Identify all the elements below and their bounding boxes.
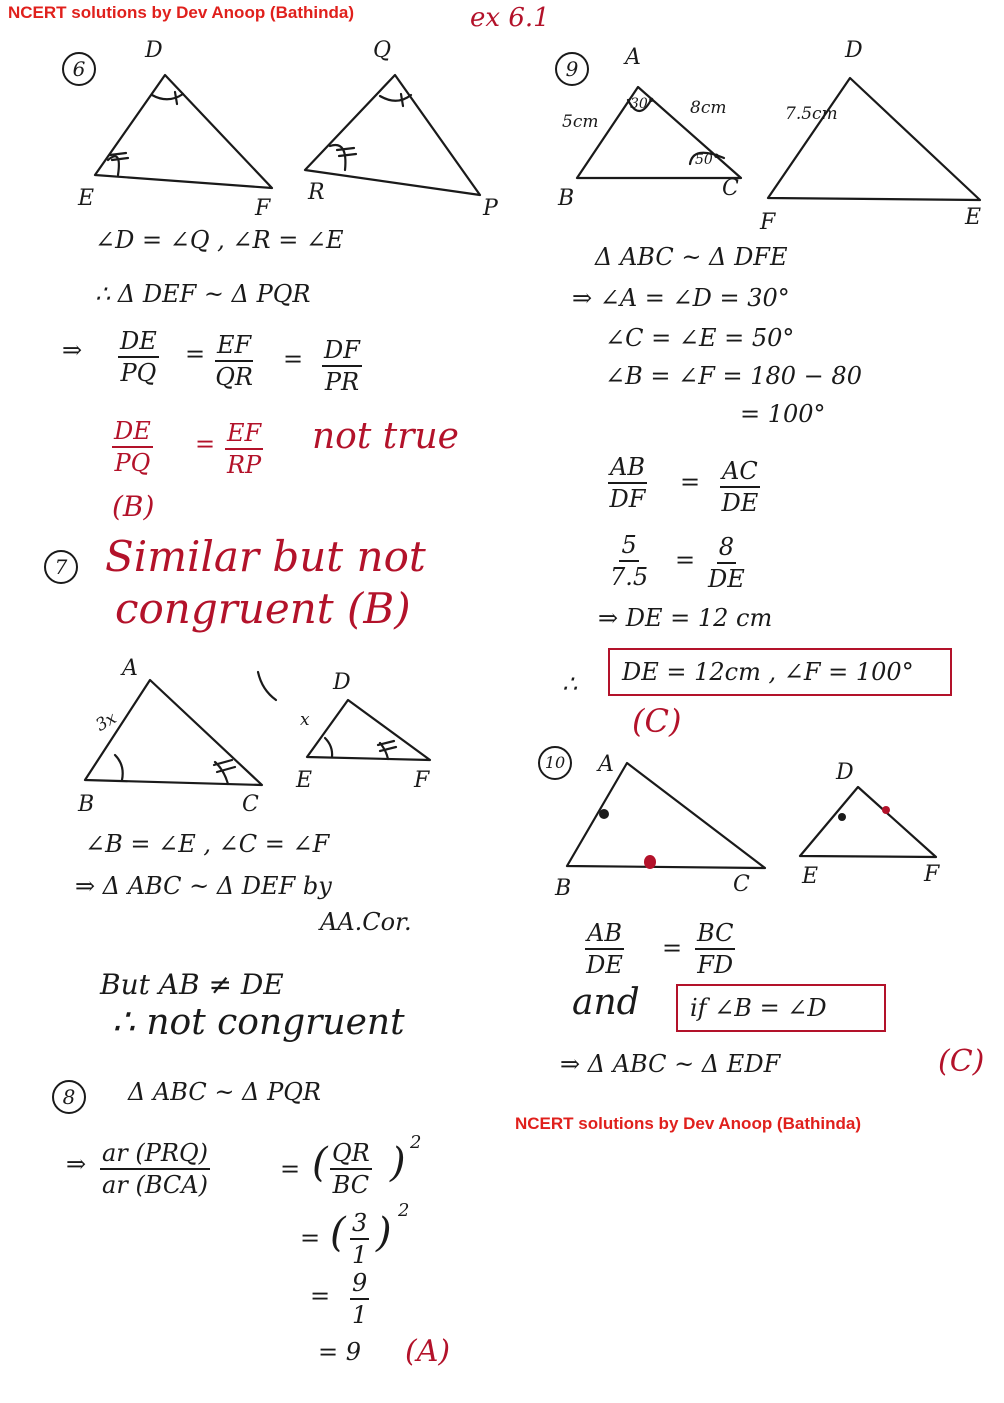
numerator: 8 xyxy=(717,532,736,564)
vertex-label: Q xyxy=(373,38,392,63)
vertex-label: F xyxy=(760,210,776,235)
vertex-label: A xyxy=(625,45,641,70)
side-label: 5cm xyxy=(562,112,599,132)
side-label: 8cm xyxy=(690,98,727,118)
vertex-label: E xyxy=(965,205,982,230)
credit-header: NCERT solutions by Dev Anoop (Bathinda) xyxy=(8,3,354,22)
q10-triangle-def xyxy=(800,787,936,857)
numerator: AB xyxy=(608,452,647,484)
step-text: = 100° xyxy=(740,400,826,428)
vertex-label: C xyxy=(722,176,739,201)
boxed-condition: if ∠B = ∠D xyxy=(690,994,827,1022)
equals-sign: = xyxy=(680,468,701,496)
answer-text: Similar but not xyxy=(105,532,426,581)
fraction xyxy=(585,918,624,980)
equals-sign: = xyxy=(300,1224,321,1252)
step-text: AA.Cor. xyxy=(320,908,412,936)
step-text: ∠D = ∠Q , ∠R = ∠E xyxy=(95,226,344,254)
answer-text: congruent (B) xyxy=(115,584,411,633)
fraction xyxy=(100,1138,210,1200)
question-number: 10 xyxy=(538,746,572,780)
numerator: ar (PRQ) xyxy=(100,1138,210,1170)
vertex-label: E xyxy=(78,186,95,211)
step-text: ∴ not congruent xyxy=(112,1002,405,1043)
fraction xyxy=(608,452,647,514)
step-text: ⇒ ∠A = ∠D = 30° xyxy=(572,284,790,312)
denominator: 1 xyxy=(352,1241,368,1269)
step-text: Δ ABC ~ Δ PQR xyxy=(128,1078,321,1106)
denominator: DE xyxy=(586,951,623,979)
side-label: 3x xyxy=(92,708,121,736)
vertex-label: E xyxy=(296,768,313,793)
answer-option: (B) xyxy=(112,490,155,523)
step-text: ∴ Δ DEF ~ Δ PQR xyxy=(95,280,311,308)
numerator: EF xyxy=(225,418,263,450)
denominator: DF xyxy=(609,485,646,513)
fraction xyxy=(330,1138,372,1200)
answer-option: (C) xyxy=(938,1044,985,1079)
fraction xyxy=(695,918,735,980)
question-number: 6 xyxy=(62,52,96,86)
vertex-label: A xyxy=(122,656,138,681)
exponent: 2 xyxy=(410,1132,422,1153)
numerator: QR xyxy=(330,1138,372,1170)
vertex-label: R xyxy=(308,180,325,205)
equals-sign: = xyxy=(675,546,696,574)
fraction xyxy=(215,330,253,392)
fraction xyxy=(720,456,760,518)
denominator: RP xyxy=(226,451,262,479)
equals-sign: = xyxy=(195,430,216,458)
vertex-label: C xyxy=(242,792,259,817)
q7-triangle-def xyxy=(307,700,430,760)
equals-sign: = xyxy=(280,1155,301,1183)
numerator: BC xyxy=(695,918,735,950)
denominator: FD xyxy=(697,951,734,979)
vertex-label: A xyxy=(598,752,614,777)
step-text: = 9 xyxy=(318,1338,362,1366)
denominator: DE xyxy=(721,489,759,517)
fraction xyxy=(322,335,362,397)
equals-sign: = xyxy=(283,345,304,373)
answer-option: (A) xyxy=(405,1334,451,1369)
step-text: ⇒ DE = 12 cm xyxy=(598,604,773,632)
numerator: 3 xyxy=(350,1208,369,1240)
denominator: BC xyxy=(332,1171,370,1199)
vertex-label: F xyxy=(414,768,430,793)
fraction xyxy=(118,326,159,388)
vertex-label: D xyxy=(333,670,351,695)
step-text: ∠B = ∠F = 180 − 80 xyxy=(605,362,862,390)
paren-close: ) xyxy=(390,1140,406,1186)
numerator: DE xyxy=(118,326,159,358)
and-word: and xyxy=(572,982,640,1023)
fraction xyxy=(225,418,263,480)
vertex-label: F xyxy=(255,196,271,221)
step-text: But AB ≠ DE xyxy=(100,968,284,1001)
fraction xyxy=(350,1208,369,1270)
fraction xyxy=(708,532,745,594)
fraction xyxy=(610,530,648,592)
vertex-label: B xyxy=(555,876,572,901)
credit-footer: NCERT solutions by Dev Anoop (Bathinda) xyxy=(515,1114,861,1133)
paren-open: ( xyxy=(312,1140,328,1186)
step-text: ∠B = ∠E , ∠C = ∠F xyxy=(85,830,330,858)
angle-label: 50° xyxy=(695,152,720,168)
step-text: ∠C = ∠E = 50° xyxy=(605,324,795,352)
q6-triangle-qrp xyxy=(305,75,480,195)
q6-triangle-def xyxy=(95,75,272,188)
side-label: 7.5cm xyxy=(785,104,838,124)
vertex-label: D xyxy=(836,760,854,785)
denominator: 7.5 xyxy=(610,563,649,591)
equals-sign: = xyxy=(662,934,683,962)
q7-triangle-abc xyxy=(85,680,262,785)
q9-triangle-dfe xyxy=(768,78,980,200)
side-label: x xyxy=(300,710,310,730)
q10-triangle-abc xyxy=(567,763,765,868)
boxed-result: DE = 12cm , ∠F = 100° xyxy=(622,658,914,686)
numerator: AC xyxy=(720,456,760,488)
therefore-sign: ∴ xyxy=(562,670,578,698)
fraction xyxy=(350,1268,369,1330)
step-text: ⇒ Δ ABC ~ Δ EDF xyxy=(560,1050,781,1078)
paren-close: ) xyxy=(376,1210,392,1256)
vertex-label: C xyxy=(733,872,750,897)
angle-label: 30° xyxy=(630,96,655,112)
denominator: ar (BCA) xyxy=(102,1171,208,1199)
vertex-label: P xyxy=(483,196,498,221)
step-text: Δ ABC ~ Δ DFE xyxy=(595,243,788,271)
vertex-label: F xyxy=(924,862,940,887)
not-true-note: not true xyxy=(312,416,459,457)
exponent: 2 xyxy=(398,1200,410,1221)
vertex-label: B xyxy=(558,186,575,211)
denominator: PQ xyxy=(120,359,157,387)
paren-open: ( xyxy=(330,1210,346,1256)
denominator: 1 xyxy=(352,1301,368,1329)
exercise-label: ex 6.1 xyxy=(470,3,550,33)
fraction xyxy=(112,416,153,478)
question-number: 9 xyxy=(555,52,589,86)
denominator: DE xyxy=(708,565,745,593)
numerator: 5 xyxy=(619,530,638,562)
question-number: 8 xyxy=(52,1080,86,1114)
numerator: DE xyxy=(112,416,153,448)
numerator: AB xyxy=(585,918,624,950)
numerator: EF xyxy=(215,330,253,362)
vertex-label: B xyxy=(78,792,95,817)
numerator: DF xyxy=(322,335,362,367)
question-number: 7 xyxy=(44,550,78,584)
numerator: 9 xyxy=(350,1268,369,1300)
implies-arrow: ⇒ xyxy=(66,1150,87,1178)
vertex-label: D xyxy=(145,38,163,63)
denominator: QR xyxy=(215,363,253,391)
equals-sign: = xyxy=(185,340,206,368)
denominator: PR xyxy=(324,368,360,396)
vertex-label: E xyxy=(802,864,819,889)
implies-arrow: ⇒ xyxy=(62,336,83,364)
answer-option: (C) xyxy=(632,702,682,740)
vertex-label: D xyxy=(845,38,863,63)
step-text: ⇒ Δ ABC ~ Δ DEF by xyxy=(75,872,332,900)
equals-sign: = xyxy=(310,1282,331,1310)
denominator: PQ xyxy=(114,449,151,477)
